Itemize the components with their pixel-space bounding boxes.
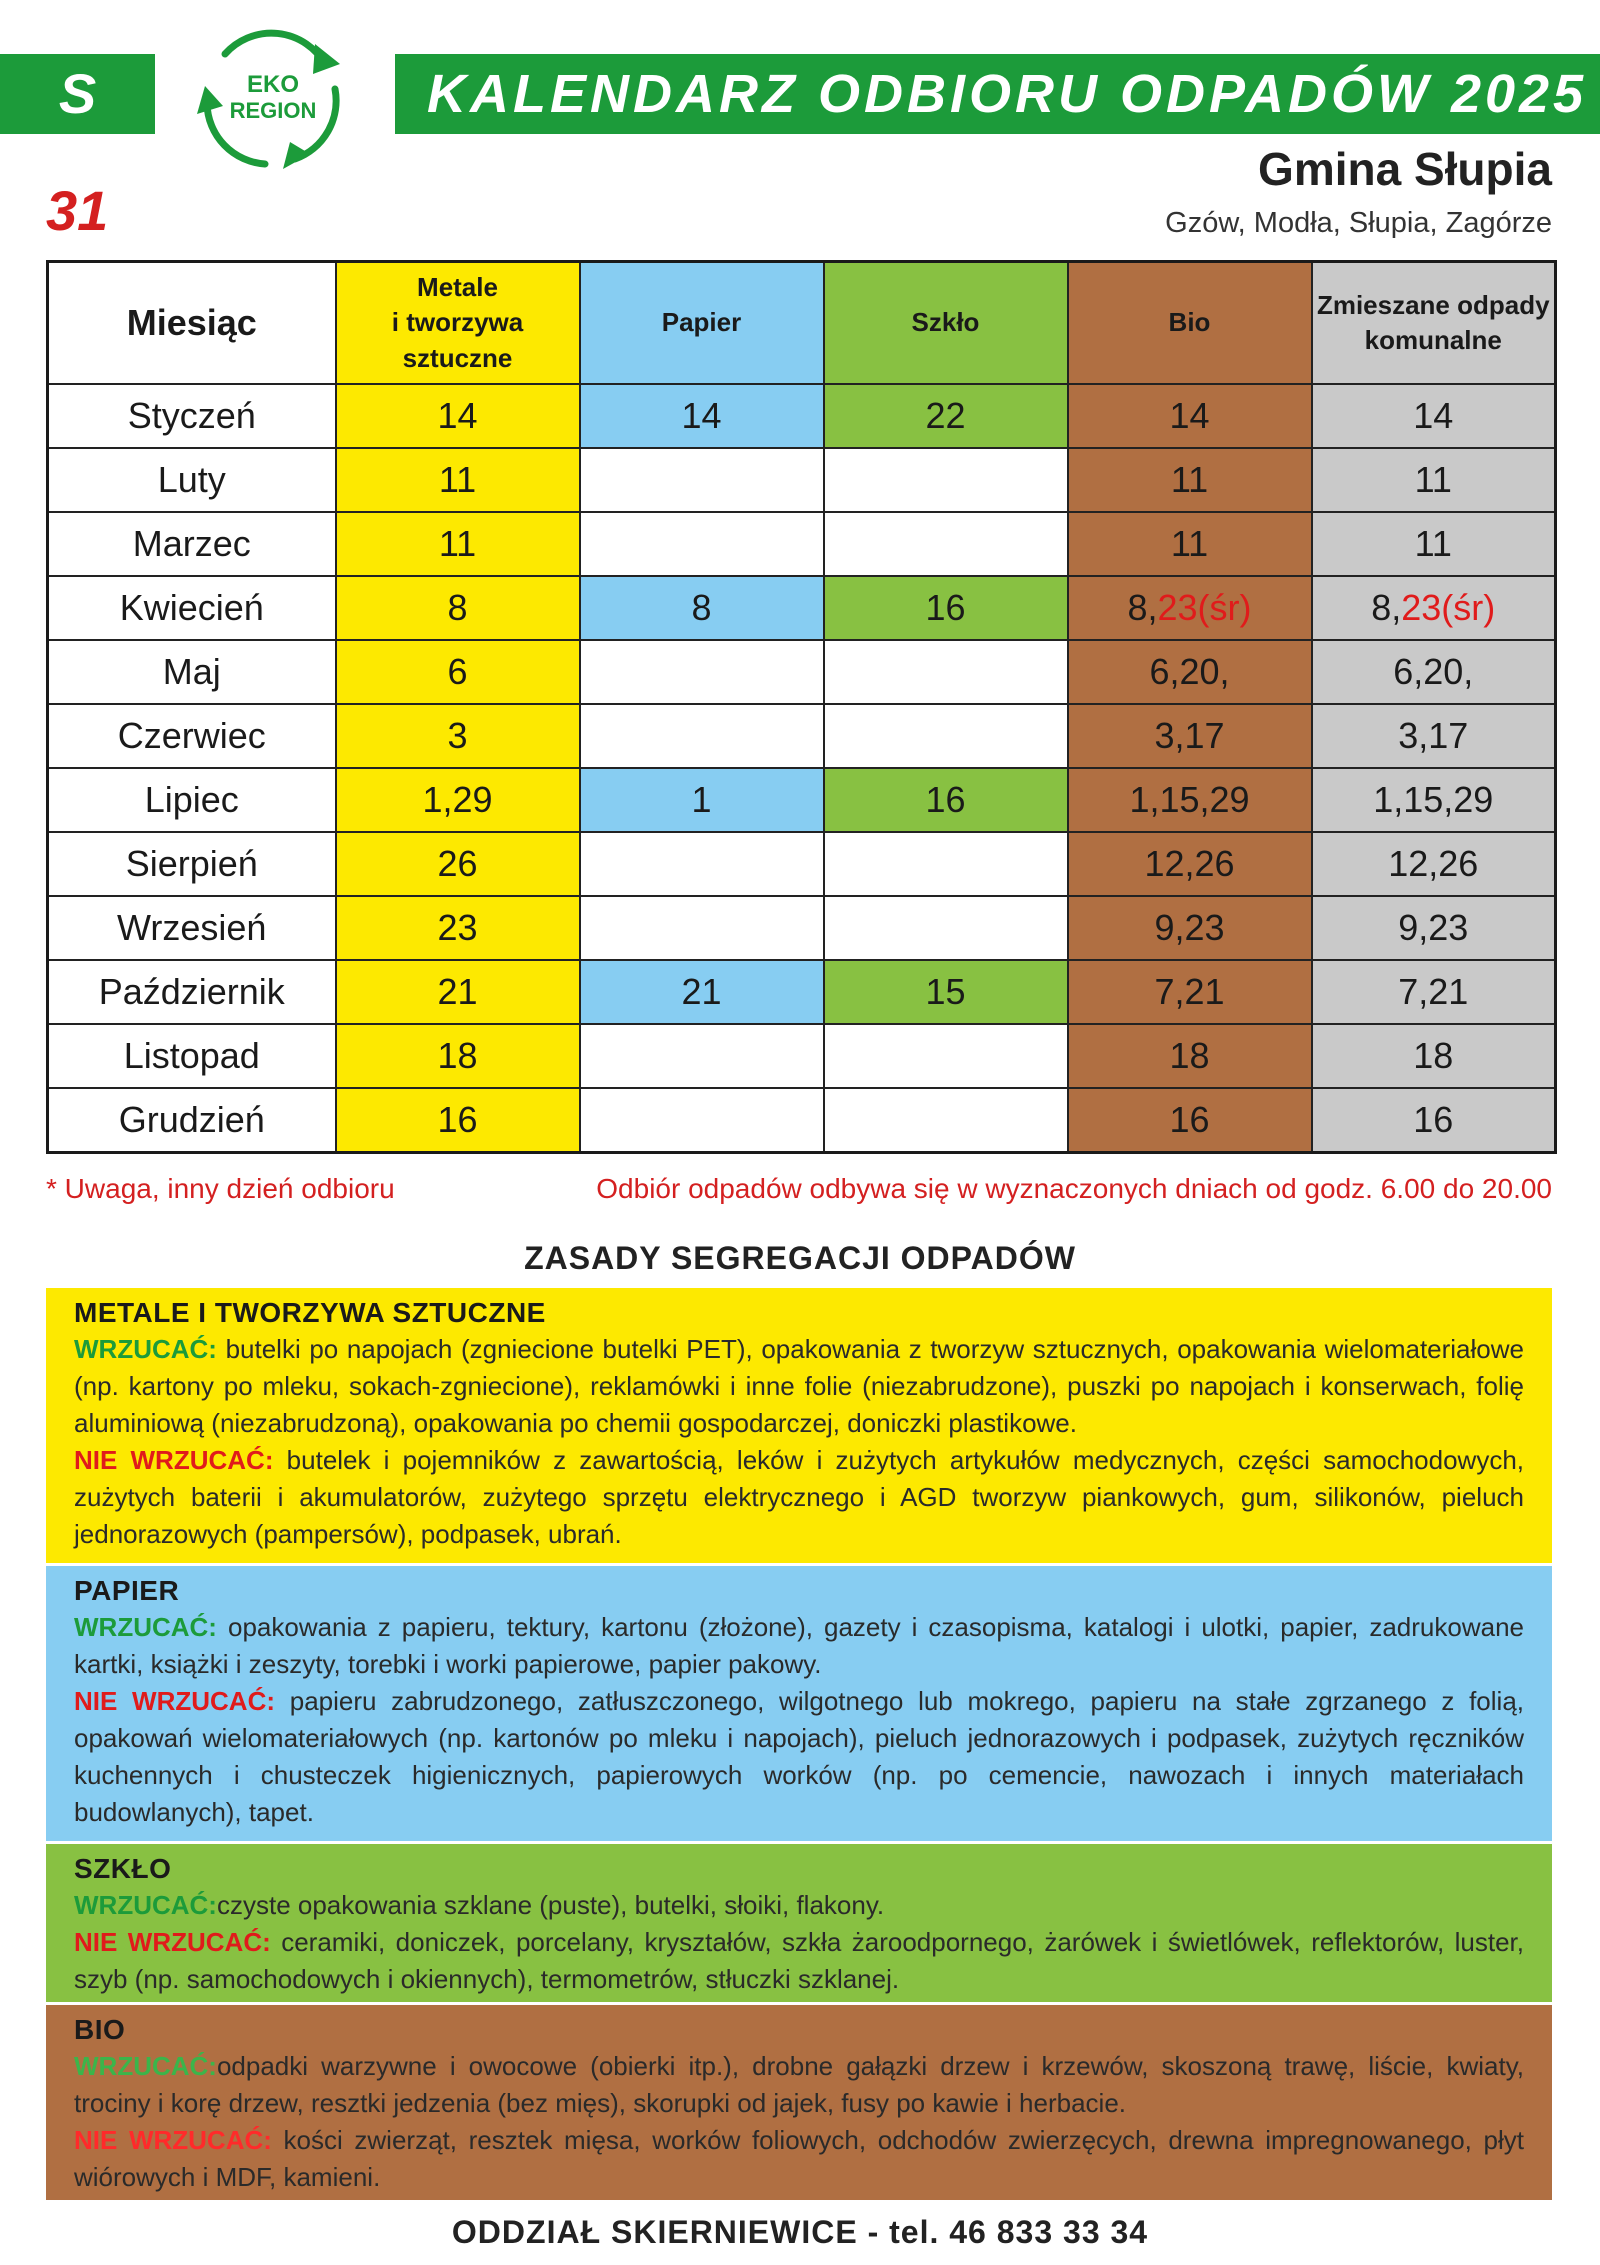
col-header-month: Miesiąc [48, 262, 336, 385]
rule-bio-forbidden [74, 2122, 1524, 2196]
bio-date-cell [1068, 896, 1312, 960]
forbidden-text: butelek i pojemników z zawartością, leków i zużytych artykułów medycznych, części samochodowych, zużytych baterii i akumulatorów, zużytego sprzętu elektrycznego i AGD tworzyw piankowych, gum, silikonów, pieluch jednorazowych (pampersów), podpasek, ubrań. [74, 1445, 1525, 1549]
col-header-paper: Papier [580, 262, 824, 385]
page-number: 31 [46, 179, 109, 242]
rule-paper-allowed [74, 1609, 1524, 1683]
rule-metal-forbidden [74, 1442, 1524, 1553]
glass-date-cell [824, 384, 1068, 448]
forbidden-label: NIE WRZUCAĆ: [74, 2125, 272, 2155]
bio-date-value: 8, [1127, 587, 1158, 628]
mixed-date-value: 8, [1371, 587, 1402, 628]
rule-bio-heading: BIO [74, 2014, 126, 2045]
month-cell: Listopad [48, 1024, 336, 1088]
bio-date-value: 11 [1170, 459, 1209, 500]
glass-date-cell [824, 448, 1068, 512]
glass-date-cell [824, 1088, 1068, 1153]
paper-date-value: 14 [681, 395, 722, 436]
allowed-label: WRZUCAĆ: [74, 2051, 217, 2081]
bio-date-cell [1068, 384, 1312, 448]
rule-glass-allowed [74, 1887, 1524, 1924]
mixed-date-cell [1312, 896, 1556, 960]
metal-date-value: 21 [437, 971, 478, 1012]
forbidden-text: kości zwierząt, resztek mięsa, worków foliowych, odchodów zwierzęcych, drewna impregnowanego, płyt wiórowych i MDF, kamieni. [74, 2125, 1524, 2192]
municipality-name: Gmina Słupia [1258, 143, 1552, 195]
paper-date-cell [580, 768, 824, 832]
paper-date-cell [580, 960, 824, 1024]
metal-date-value: 6 [447, 651, 468, 692]
table-header-row [48, 262, 1556, 385]
metal-date-value: 18 [437, 1035, 478, 1076]
rule-metal [46, 1288, 1552, 1563]
bio-date-cell [1068, 960, 1312, 1024]
glass-date-cell [824, 576, 1068, 640]
bio-date-cell [1068, 448, 1312, 512]
month-cell: Styczeń [48, 384, 336, 448]
table-body [48, 384, 1556, 1153]
bio-changed-date: 23(śr) [1157, 587, 1252, 628]
allowed-label: WRZUCAĆ: [74, 1612, 217, 1642]
col-header-mixed [1312, 262, 1556, 385]
month-cell: Październik [48, 960, 336, 1024]
col-header-mixed-line: Zmieszane odpady [1316, 289, 1550, 320]
metal-date-value: 8 [447, 587, 468, 628]
col-header-metal-line: Metale [417, 272, 498, 303]
bio-date-value: 18 [1169, 1035, 1210, 1076]
bio-date-cell [1068, 1024, 1312, 1088]
allowed-text: odpadki warzywne i owocowe (obierki itp.), drobne gałązki drzew i krzewów, skoszoną trawę, liście, kwiaty, trociny i korę drzew, resztki jedzenia (bez mięs), skorupki od jajek, fusy po kawie i herbacie. [74, 2051, 1524, 2118]
paper-date-cell [580, 896, 824, 960]
allowed-label: WRZUCAĆ: [74, 1890, 217, 1920]
bio-date-cell [1068, 768, 1312, 832]
rule-paper [46, 1566, 1552, 1841]
metal-date-cell [336, 704, 580, 768]
eko-region-logo [185, 14, 355, 179]
metal-date-value: 26 [437, 843, 478, 884]
mixed-date-value: 1,15,29 [1373, 779, 1494, 820]
glass-date-value: 16 [925, 587, 966, 628]
metal-date-cell [336, 448, 580, 512]
bio-date-cell [1068, 512, 1312, 576]
month-cell: Lipiec [48, 768, 336, 832]
table-row [48, 1024, 1556, 1088]
table-row [48, 384, 1556, 448]
rule-metal-heading: METALE I TWORZYWA SZTUCZNE [74, 1297, 546, 1328]
table-row [48, 768, 1556, 832]
col-header-bio: Bio [1068, 262, 1312, 385]
mixed-date-value: 11 [1414, 523, 1452, 564]
allowed-text: czyste opakowania szklane (puste), butelki, słoiki, flakony. [216, 1890, 885, 1920]
glass-date-cell [824, 768, 1068, 832]
bio-date-value: 16 [1169, 1099, 1210, 1140]
paper-date-value: 8 [691, 587, 712, 628]
metal-date-value: 3 [447, 715, 468, 756]
rule-bio-allowed [74, 2048, 1524, 2122]
bio-date-value: 14 [1169, 395, 1210, 436]
paper-date-cell [580, 1024, 824, 1088]
forbidden-label: NIE WRZUCAĆ: [74, 1686, 276, 1716]
mixed-date-value: 6,20, [1393, 651, 1474, 692]
allowed-label: WRZUCAĆ: [74, 1334, 217, 1364]
paper-date-value: 21 [681, 971, 722, 1012]
bio-date-cell [1068, 1088, 1312, 1153]
bio-date-value: 1,15,29 [1129, 779, 1250, 820]
collection-calendar-table [46, 260, 1557, 1154]
metal-date-value: 16 [437, 1099, 478, 1140]
mixed-date-value: 7,21 [1398, 971, 1469, 1012]
paper-date-cell [580, 640, 824, 704]
rule-paper-heading: PAPIER [74, 1575, 180, 1606]
mixed-date-value: 12,26 [1388, 843, 1479, 884]
district-letter: S [0, 54, 155, 134]
glass-date-value: 16 [925, 779, 966, 820]
metal-date-value: 11 [438, 459, 477, 500]
mixed-changed-date: 23(śr) [1401, 587, 1496, 628]
metal-date-cell [336, 384, 580, 448]
mixed-date-cell [1312, 384, 1556, 448]
logo-text-region: REGION [229, 98, 317, 123]
bio-date-cell [1068, 704, 1312, 768]
month-cell: Sierpień [48, 832, 336, 896]
metal-date-value: 11 [438, 523, 477, 564]
forbidden-label: NIE WRZUCAĆ: [74, 1445, 274, 1475]
col-header-metal [336, 262, 580, 385]
col-header-mixed-line: komunalne [1364, 325, 1502, 355]
metal-date-cell [336, 832, 580, 896]
glass-date-value: 22 [925, 395, 966, 436]
localities-list: Gzów, Modła, Słupia, Zagórze [1165, 207, 1552, 239]
mixed-date-value: 9,23 [1398, 907, 1469, 948]
paper-date-value: 1 [691, 779, 712, 820]
mixed-date-cell [1312, 832, 1556, 896]
month-cell: Luty [48, 448, 336, 512]
branch-contact-footer: ODDZIAŁ SKIERNIEWICE - tel. 46 833 33 34 [451, 2214, 1149, 2250]
table-row [48, 512, 1556, 576]
bio-date-cell [1068, 640, 1312, 704]
forbidden-text: ceramiki, doniczek, porcelany, kryształów, szkła żaroodpornego, żarówek i świetlówek, reflektorów, luster, szyb (np. samochodowych i okiennych), termometrów, stłuczki szklanej. [74, 1927, 1524, 1994]
allowed-text: opakowania z papieru, tektury, kartonu (złożone), gazety i czasopisma, katalogi i ulotki, papier, zadrukowane kartki, książki i zeszyty, torebki i worki papierowe, papier pakowy. [74, 1612, 1524, 1679]
mixed-date-cell [1312, 512, 1556, 576]
mixed-date-cell [1312, 1024, 1556, 1088]
rules-title: ZASADY SEGREGACJI ODPADÓW [524, 1240, 1076, 1276]
col-header-glass: Szkło [824, 262, 1068, 385]
paper-date-cell [580, 384, 824, 448]
metal-date-cell [336, 1088, 580, 1153]
metal-date-cell [336, 960, 580, 1024]
bio-date-value: 12,26 [1144, 843, 1235, 884]
month-cell: Maj [48, 640, 336, 704]
paper-date-cell [580, 576, 824, 640]
bio-date-value: 3,17 [1154, 715, 1225, 756]
allowed-text: butelki po napojach (zgniecione butelki PET), opakowania z tworzyw sztucznych, opakowania wielomateriałowe (np. kartony po mleku, sokach-zgniecione), reklamówki i inne folie (niezabrudzone), puszki po napojach i konserwach, folię aluminiową (niezabrudzoną), opakowania po chemii gospodarczej, doniczki plastikowe. [74, 1334, 1524, 1438]
mixed-date-cell [1312, 640, 1556, 704]
page-title: KALENDARZ ODBIORU ODPADÓW 2025 [395, 54, 1600, 134]
metal-date-value: 23 [437, 907, 478, 948]
bio-date-value: 11 [1170, 523, 1209, 564]
metal-date-cell [336, 640, 580, 704]
rule-glass-forbidden [74, 1924, 1524, 1998]
table-row [48, 640, 1556, 704]
glass-date-cell [824, 512, 1068, 576]
paper-date-cell [580, 512, 824, 576]
col-header-metal-line: sztuczne [402, 342, 513, 373]
mixed-date-cell [1312, 576, 1556, 640]
month-cell: Grudzień [48, 1088, 336, 1153]
glass-date-cell [824, 1024, 1068, 1088]
mixed-date-cell [1312, 448, 1556, 512]
table-row [48, 576, 1556, 640]
rule-paper-forbidden [74, 1683, 1524, 1831]
mixed-date-value: 14 [1413, 395, 1454, 436]
logo-text-eko: EKO [246, 71, 300, 98]
forbidden-label: NIE WRZUCAĆ: [74, 1927, 271, 1957]
rule-glass-heading: SZKŁO [74, 1853, 172, 1884]
mixed-date-cell [1312, 960, 1556, 1024]
bio-date-value: 7,21 [1154, 971, 1225, 1012]
metal-date-value: 14 [437, 395, 478, 436]
mixed-date-value: 16 [1413, 1099, 1454, 1140]
mixed-date-cell [1312, 1088, 1556, 1153]
glass-date-cell [824, 960, 1068, 1024]
rule-bio [46, 2005, 1552, 2200]
month-cell: Wrzesień [48, 896, 336, 960]
rule-glass [46, 1844, 1552, 2002]
collection-hours-note: Odbiór odpadów odbywa się w wyznaczonych dniach od godz. 6.00 do 20.00 [596, 1173, 1552, 1204]
month-cell: Marzec [48, 512, 336, 576]
mixed-date-value: 11 [1414, 459, 1452, 500]
warning-note: * Uwaga, inny dzień odbioru [46, 1173, 395, 1204]
table-row [48, 832, 1556, 896]
metal-date-value: 1,29 [422, 779, 493, 820]
table-row [48, 1088, 1556, 1153]
glass-date-cell [824, 896, 1068, 960]
table-row [48, 960, 1556, 1024]
mixed-date-value: 18 [1413, 1035, 1454, 1076]
mixed-date-cell [1312, 768, 1556, 832]
col-header-metal-line: i tworzywa [391, 307, 524, 338]
metal-date-cell [336, 1024, 580, 1088]
paper-date-cell [580, 1088, 824, 1153]
metal-date-cell [336, 768, 580, 832]
month-cell: Kwiecień [48, 576, 336, 640]
table-row [48, 448, 1556, 512]
metal-date-cell [336, 512, 580, 576]
glass-date-cell [824, 640, 1068, 704]
table-row [48, 896, 1556, 960]
rule-metal-allowed [74, 1331, 1524, 1442]
bio-date-value: 6,20, [1149, 651, 1230, 692]
metal-date-cell [336, 896, 580, 960]
bio-date-value: 9,23 [1154, 907, 1225, 948]
paper-date-cell [580, 448, 824, 512]
paper-date-cell [580, 832, 824, 896]
month-cell: Czerwiec [48, 704, 336, 768]
metal-date-cell [336, 576, 580, 640]
mixed-date-cell [1312, 704, 1556, 768]
paper-date-cell [580, 704, 824, 768]
glass-date-value: 15 [925, 971, 966, 1012]
bio-date-cell [1068, 576, 1312, 640]
table-row [48, 704, 1556, 768]
forbidden-text: papieru zabrudzonego, zatłuszczonego, wilgotnego lub mokrego, papieru na stałe zgrzanego z folią, opakowań wielomateriałowych (np. kartonów po mleku i napojach), pieluch jednorazowych i podpasek, zużytych ręczników kuchennych i chusteczek higienicznych, papierowych worków (np. po cemencie, nawozach i innych materiałach budowlanych), tapet. [74, 1686, 1524, 1827]
glass-date-cell [824, 704, 1068, 768]
glass-date-cell [824, 832, 1068, 896]
mixed-date-value: 3,17 [1398, 715, 1469, 756]
bio-date-cell [1068, 832, 1312, 896]
